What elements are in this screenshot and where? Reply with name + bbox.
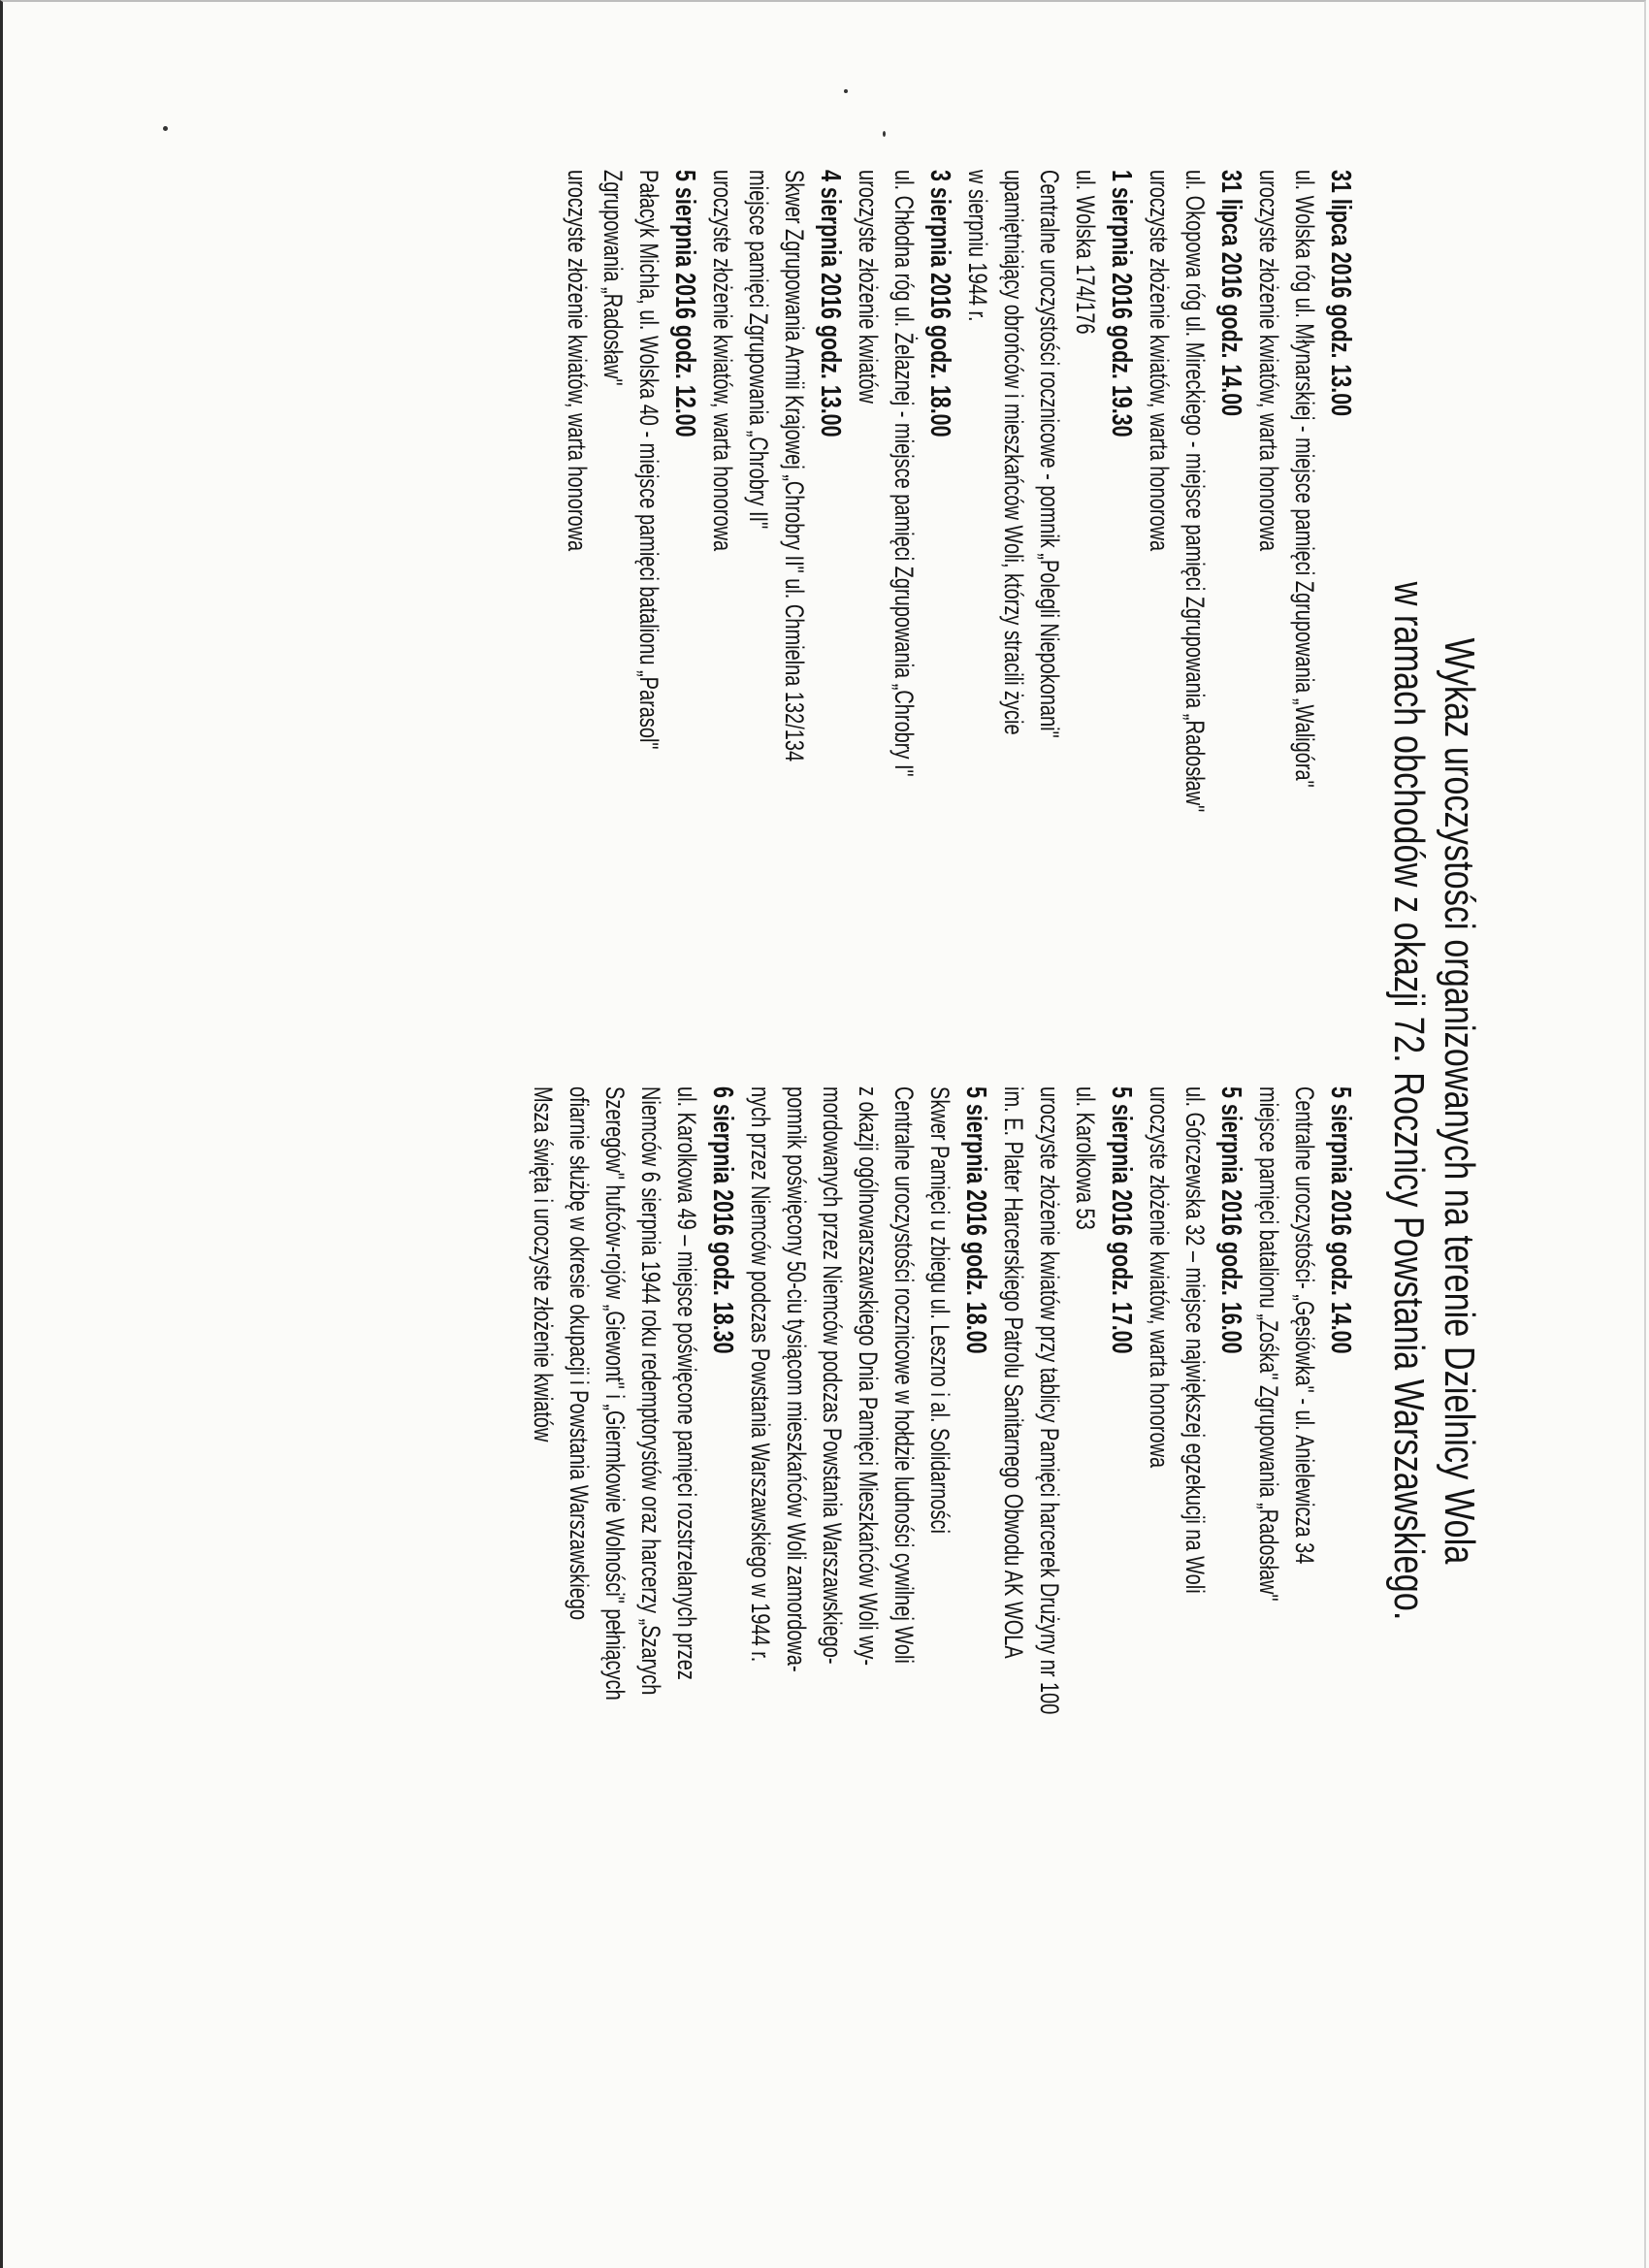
right-column-content (525, 1086, 1358, 1912)
event-text-line: Msza święta i uroczyste złożenie kwiatów (529, 1086, 558, 1442)
event-entry (525, 1086, 740, 1912)
scan-speck (844, 89, 848, 93)
event-text-line: Zgrupowania „Radosław" (598, 170, 628, 386)
event-text-line: mordowanych przez Niemców podczas Powstania Warszawskiego- (818, 1086, 847, 1665)
event-text-line: nych przez Niemców podczas Powstania Warszawskiego w 1944 r. (746, 1086, 775, 1663)
event-text-line: uroczyste złożenie kwiatów, warta honorowa (1254, 170, 1283, 552)
document-title (1383, 458, 1484, 1744)
event-text-line: miejsce pamięci Zgrupowania „Chrobry II" (744, 170, 773, 530)
event-text-line: ofiarnie służbę w okresie okupacji i Powstania Warszawskiego (565, 1086, 594, 1621)
event-date: 31 lipca 2016 godz. 13.00 (1325, 170, 1356, 417)
event-entry (1250, 1086, 1358, 1912)
right-column (523, 1086, 1358, 2202)
event-text-line: w sierpniu 1944 r. (963, 170, 992, 322)
event-text-line: ul. Karolkowa 53 (1071, 1086, 1100, 1230)
event-text-line: ul. Wolska róg ul. Młynarskiej - miejsce pamięci Zgrupowania „Waligóra" (1290, 170, 1319, 788)
event-entry (1141, 1086, 1248, 1912)
event-text-line: Szeregów" hufców-rojów „Giewont" i „Giermkowie Wolności" pełniących (600, 1086, 630, 1701)
event-text-line: Centralne uroczystości rocznicowe - pomnik „Polegli Niepokonani" (1035, 170, 1064, 738)
event-text-line: miejsce pamięci batalionu „Zośka" Zgrupowania „Radosław" (1254, 1086, 1283, 1602)
event-text-line: im. E. Plater Harcerskiego Patrolu Sanitarnego Obwodu AK WOLA (999, 1086, 1028, 1659)
event-text-line: uroczyste złożenie kwiatów (854, 170, 883, 404)
event-date: 5 sierpnia 2016 godz. 12.00 (669, 170, 700, 437)
left-column-content (559, 170, 1358, 995)
event-date: 5 sierpnia 2016 godz. 17.00 (1106, 1086, 1137, 1354)
event-text-line: ul. Górczewska 32 – miejsce największej egzekucji na Woli (1180, 1086, 1210, 1594)
event-entry (742, 1086, 993, 1912)
event-date: 3 sierpnia 2016 godz. 18.00 (924, 170, 955, 437)
event-date: 5 sierpnia 2016 godz. 16.00 (1215, 1086, 1246, 1354)
event-text-line: pomnik poświęcony 50-ciu tysiącom mieszkańców Woli zamordowa- (782, 1086, 811, 1672)
event-text-line: upamiętniający obrońców i mieszkańców Woli, którzy stracili życie (999, 170, 1028, 735)
event-date: 5 sierpnia 2016 godz. 18.00 (960, 1086, 991, 1354)
event-entry (559, 170, 702, 995)
event-text-line: Centralne uroczystości rocznicowe w hołdzie ludności cywilnej Woli (889, 1086, 919, 1664)
event-text-line: Niemców 6 sierpnia 1944 roku redemptorystów oraz harcerzy „Szarych (636, 1086, 665, 1696)
event-text-line: uroczyste złożenie kwiatów, warta honorowa (708, 170, 737, 552)
event-text-line: Skwer Zgrupowania Armii Krajowej „Chrobry II" ul. Chmielna 132/134 (780, 170, 809, 762)
event-date: 1 sierpnia 2016 godz. 19.30 (1106, 170, 1137, 437)
event-text-line: ul. Wolska 174/176 (1071, 170, 1100, 335)
event-date: 5 sierpnia 2016 godz. 14.00 (1325, 1086, 1356, 1354)
event-text-line: Pałacyk Michla, ul. Wolska 40 - miejsce pamięci batalionu „Parasol" (634, 170, 663, 750)
title-line-1: Wykaz uroczystości organizowanych na terenie Dzielnicy Wola (1436, 637, 1483, 1565)
event-entry (995, 1086, 1139, 1912)
event-text-line: Centralne uroczystości- „Gęsiówka" - ul. Anielewicza 34 (1290, 1086, 1319, 1565)
event-entry (1141, 170, 1248, 995)
rotated-document-page (272, 170, 1504, 1926)
event-text-line: uroczyste złożenie kwiatów, warta honorowa (1145, 170, 1174, 552)
event-text-line: ul. Chłodna róg ul. Żelaznej - miejsce pamięci Zgrupowania „Chrobry I" (889, 170, 919, 777)
event-text-line: Skwer Pamięci u zbiegu ul. Leszno i al. Solidarności (925, 1086, 954, 1534)
event-text-line: ul. Karolkowa 49 – miejsce poświęcone pamięci rozstrzelanych przez (672, 1086, 701, 1680)
event-text-line: uroczyste złożenie kwiatów, warta honorowa (563, 170, 592, 552)
scan-speck (883, 131, 886, 137)
title-line-2: w ramach obchodów z okazji 72. Rocznicy Powstania Warszawskiego. (1385, 581, 1433, 1621)
event-date: 4 sierpnia 2016 godz. 13.00 (815, 170, 846, 437)
scan-speck (163, 126, 168, 131)
event-entry (1250, 170, 1358, 995)
event-entry (850, 170, 957, 995)
event-text-line: uroczyste złożenie kwiatów przy tablicy Pamięci harcerek Drużyny nr 100 (1035, 1086, 1064, 1715)
event-text-line: ul. Okopowa róg ul. Mireckiego - miejsce pamięci Zgrupowania „Radosław" (1180, 170, 1210, 813)
event-date: 31 lipca 2016 godz. 14.00 (1215, 170, 1246, 417)
event-text-line: z okazji ogólnowarszawskiego Dnia Pamięci Mieszkańców Woli wy- (854, 1086, 883, 1667)
event-text-line: uroczyste złożenie kwiatów, warta honorowa (1145, 1086, 1174, 1469)
event-entry (959, 170, 1139, 995)
event-entry (704, 170, 848, 995)
event-date: 6 sierpnia 2016 godz. 18.30 (707, 1086, 738, 1354)
